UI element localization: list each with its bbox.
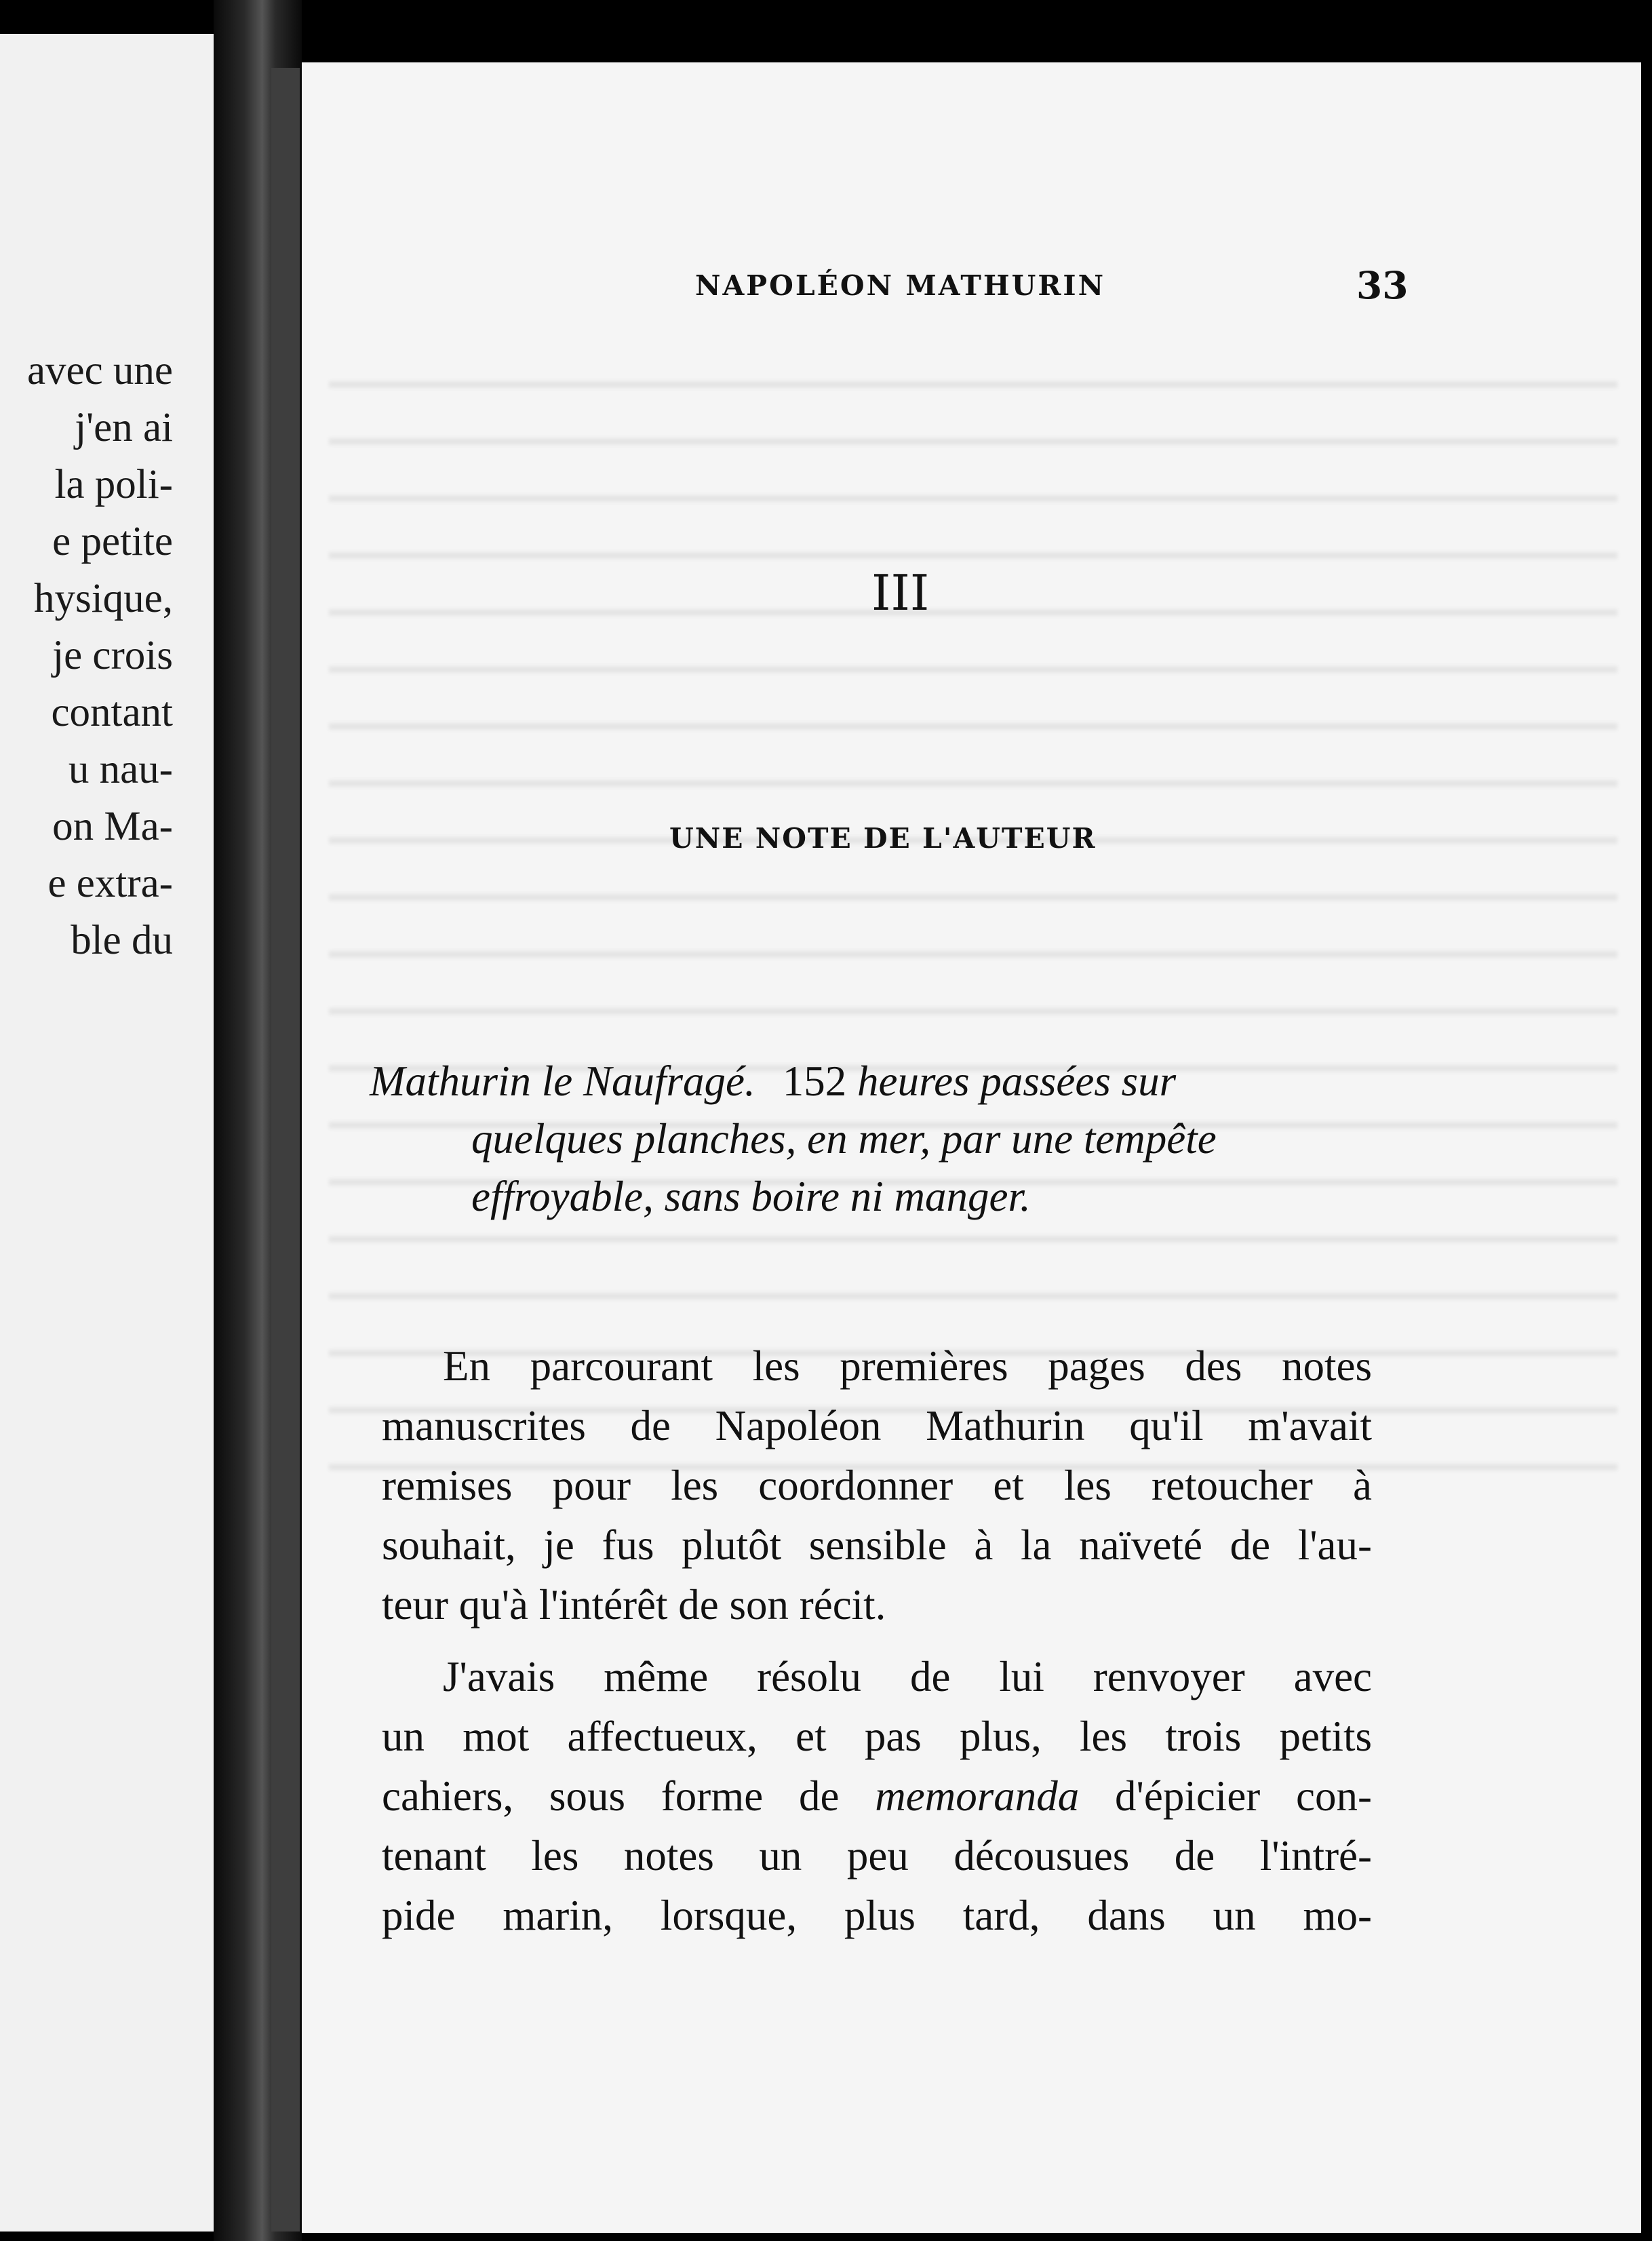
text-segment: d'épicier con- [1115, 1772, 1372, 1820]
previous-page-fragment [0, 34, 214, 2232]
previous-page-line: contant [51, 690, 173, 735]
previous-page-line: avec une [26, 348, 173, 393]
body-text [382, 1336, 1372, 1957]
running-head: NAPOLÉON MATHURIN [695, 269, 1106, 302]
paragraph [382, 1647, 1372, 1945]
book-page [302, 62, 1641, 2233]
previous-page-line: e petite [52, 519, 173, 564]
text-line: remises pour les coordonner et les retoucher à [382, 1462, 1372, 1509]
page-number: 33 [1356, 263, 1409, 307]
epigraph-line [370, 1053, 1366, 1110]
previous-page-line: ble du [71, 918, 173, 963]
show-through-texture [329, 347, 1617, 1500]
binding-edge [271, 68, 300, 2232]
epigraph-heading: Mathurin le Naufragé. [370, 1057, 755, 1105]
chapter-epigraph [370, 1053, 1366, 1226]
chapter-title: UNE NOTE DE L'AUTEUR [669, 822, 1097, 855]
text-line: En parcourant les premières pages des notes [443, 1342, 1372, 1390]
previous-page-text [27, 343, 173, 969]
text-line: J'avais même résolu de lui renvoyer avec [443, 1653, 1372, 1700]
previous-page-line: u nau- [68, 747, 173, 792]
previous-page-line: on Ma- [52, 804, 173, 849]
text-line: pide marin, lorsque, plus tard, dans un mo- [382, 1892, 1372, 1939]
chapter-numeral: III [871, 564, 930, 621]
text-line: manuscrites de Napoléon Mathurin qu'il m'avait [382, 1402, 1372, 1449]
italic-term: memoranda [875, 1772, 1080, 1820]
text-line: tenant les notes un peu décousues de l'intré- [382, 1832, 1372, 1879]
previous-page-line: je crois [52, 633, 173, 678]
text-line: teur qu'à l'intérêt de son récit. [382, 1581, 886, 1629]
previous-page-line: la poli- [54, 462, 173, 507]
epigraph-line: effroyable, sans boire ni manger. [471, 1173, 1031, 1220]
epigraph-number: 152 [782, 1057, 847, 1105]
paragraph [382, 1336, 1372, 1635]
epigraph-text: heures passées sur [857, 1057, 1177, 1105]
text-line: un mot affectueux, et pas plus, les trois petits [382, 1713, 1372, 1760]
previous-page-line: j'en ai [75, 405, 173, 450]
previous-page-line: e extra- [47, 861, 173, 906]
text-segment: cahiers, sous forme de [382, 1772, 840, 1820]
previous-page-line: hysique, [33, 576, 173, 621]
text-line: souhait, je fus plutôt sensible à la naïveté de l'au- [382, 1521, 1372, 1569]
epigraph-line: quelques planches, en mer, par une tempête [471, 1115, 1217, 1163]
text-line [382, 1766, 1372, 1826]
